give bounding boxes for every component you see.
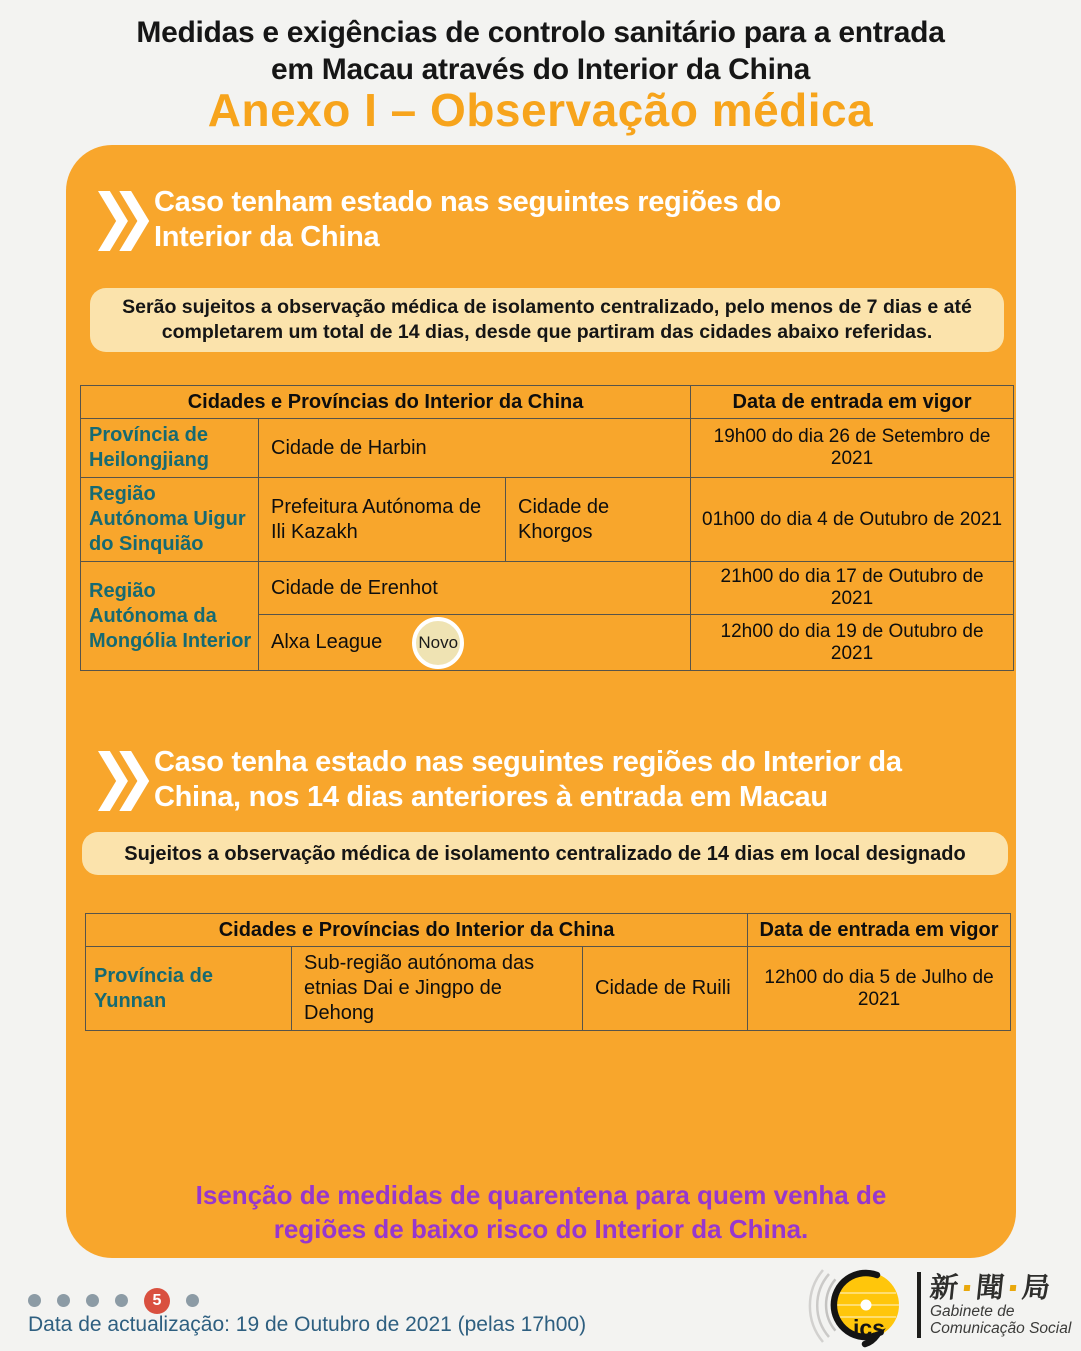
regions-table-2 <box>85 913 1011 1031</box>
area-cell: Cidade de Harbin <box>259 419 691 478</box>
region-column-header: Cidades e Províncias do Interior da China <box>86 914 748 947</box>
pagination-dot <box>57 1294 70 1307</box>
gcs-ball-icon <box>793 1262 915 1348</box>
date-cell: 01h00 do dia 4 de Outubro de 2021 <box>691 478 1014 562</box>
province-cell: Província de Yunnan <box>86 947 292 1031</box>
province-cell: Região Autónoma Uigur do Sinquião <box>81 478 259 562</box>
logo-cn-char: 新 <box>928 1272 960 1303</box>
table-row <box>81 478 1014 562</box>
logo-pt-line2: Comunicação Social <box>930 1320 1072 1337</box>
region-column-header: Cidades e Províncias do Interior da China <box>81 386 691 419</box>
pagination-dot <box>115 1294 128 1307</box>
logo-cn-char: 聞 <box>974 1272 1006 1303</box>
logo-dot-icon <box>964 1285 971 1291</box>
logo-cn-char: 局 <box>1020 1272 1052 1303</box>
exemption-note-line1: Isenção de medidas de quarentena para quem venha de <box>195 1180 887 1210</box>
pagination <box>28 1287 199 1314</box>
date-cell: 12h00 do dia 5 de Julho de 2021 <box>748 947 1011 1031</box>
date-column-header: Data de entrada em vigor <box>691 386 1014 419</box>
regions-table-1 <box>80 385 1014 671</box>
city-cell: Cidade de Khorgos <box>506 478 691 562</box>
pagination-dot-active: 5 <box>144 1288 170 1314</box>
logo-divider <box>917 1272 921 1338</box>
content-card <box>66 145 1016 1258</box>
logo-pt-line1: Gabinete de <box>930 1303 1015 1320</box>
area-cell: Sub-região autónoma das etnias Dai e Jingpo de Dehong <box>292 947 583 1031</box>
section2-heading-line2: China, nos 14 dias anteriores à entrada em Macau <box>154 781 828 813</box>
svg-text:ics: ics <box>853 1315 885 1341</box>
section1-note-text: Serão sujeitos a observação médica de isolamento centralizado, pelo menos de 7 dias e até completarem um total de 14 dias, desde que partiram das cidades abaixo referidas. <box>122 296 972 343</box>
gcs-logo <box>793 1262 1079 1348</box>
section1-heading-line1: Caso tenham estado nas seguintes regiões do <box>154 186 781 218</box>
section2-heading-line1: Caso tenha estado nas seguintes regiões do Interior da <box>154 746 902 778</box>
area-label: Alxa League <box>271 631 383 653</box>
province-cell: Província de Heilongjiang <box>81 419 259 478</box>
page-title-line1: Medidas e exigências de controlo sanitário para a entrada <box>136 16 945 49</box>
logo-cn-name <box>928 1273 1072 1303</box>
exemption-note <box>66 1178 1016 1246</box>
page-title <box>0 14 1081 88</box>
section1-heading <box>154 185 944 255</box>
novo-badge: Novo <box>412 617 464 669</box>
pagination-dot <box>186 1294 199 1307</box>
date-cell: 21h00 do dia 17 de Outubro de 2021 <box>691 562 1014 615</box>
table-row <box>86 947 1011 1031</box>
city-cell: Cidade de Ruili <box>583 947 748 1031</box>
update-date-text: Data de actualização: 19 de Outubro de 2021 (pelas 17h00) <box>28 1313 587 1336</box>
table-row <box>81 419 1014 478</box>
pagination-dot <box>86 1294 99 1307</box>
double-chevron-icon <box>98 183 150 259</box>
section1-heading-line2: Interior da China <box>154 221 380 253</box>
area-cell: Cidade de Erenhot <box>259 562 691 615</box>
area-cell <box>259 615 691 671</box>
section2-note-text: Sujeitos a observação médica de isolamento centralizado de 14 dias em local designado <box>124 842 966 865</box>
double-chevron-icon <box>98 743 150 819</box>
logo-text <box>930 1273 1071 1337</box>
exemption-note-line2: regiões de baixo risco do Interior da China. <box>273 1214 809 1244</box>
date-column-header: Data de entrada em vigor <box>748 914 1011 947</box>
annex-title: Anexo I – Observação médica <box>207 84 874 136</box>
pagination-dot <box>28 1294 41 1307</box>
section1-note-banner <box>90 288 1004 352</box>
province-cell: Região Autónoma da Mongólia Interior <box>81 562 259 671</box>
page-title-line2: em Macau através do Interior da China <box>270 53 811 86</box>
section2-heading <box>154 745 944 815</box>
logo-dot-icon <box>1010 1285 1017 1291</box>
table-header-row <box>86 914 1011 947</box>
section2-note-banner <box>82 832 1008 875</box>
date-cell: 19h00 do dia 26 de Setembro de 2021 <box>691 419 1014 478</box>
date-cell: 12h00 do dia 19 de Outubro de 2021 <box>691 615 1014 671</box>
area-cell: Prefeitura Autónoma de Ili Kazakh <box>259 478 506 562</box>
table-header-row <box>81 386 1014 419</box>
table-row <box>81 562 1014 615</box>
